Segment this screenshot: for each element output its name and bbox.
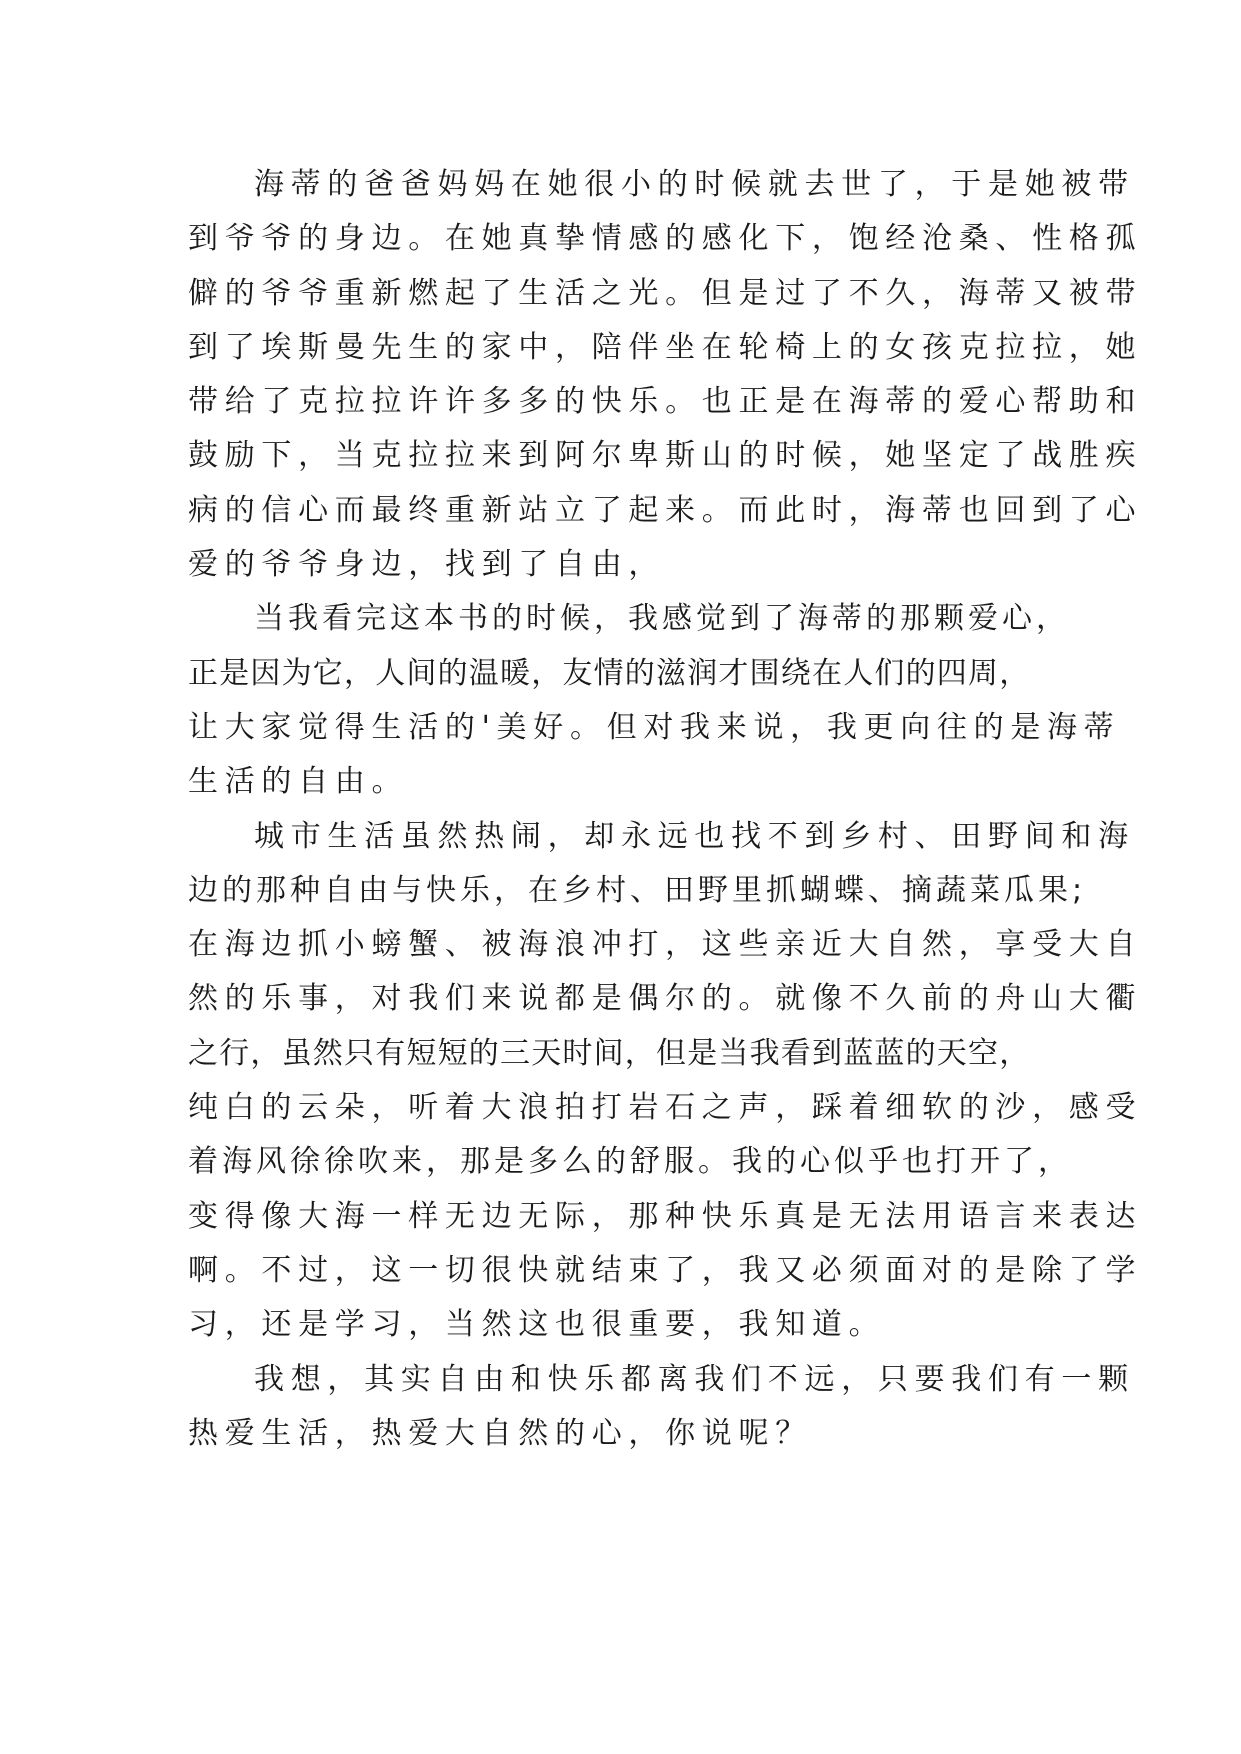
- paragraph-2: [188, 592, 1121, 809]
- paragraph-line: 习，还是学习，当然这也很重要，我知道。: [188, 1307, 886, 1343]
- paragraph-line: 让大家觉得生活的'美好。但对我来说，我更向往的是海蒂: [188, 709, 1121, 745]
- paragraph-line: 病的信心而最终重新站立了起来。而此时，海蒂也回到了心: [188, 492, 1143, 528]
- paragraph-line: 僻的爷爷重新燃起了生活之光。但是过了不久，海蒂又被带: [188, 275, 1143, 311]
- paragraph-line: 然的乐事，对我们来说都是偶尔的。就像不久前的舟山大衢: [188, 981, 1143, 1017]
- paragraph-line: 鼓励下，当克拉拉来到阿尔卑斯山的时候，她坚定了战胜疾: [188, 438, 1143, 474]
- paragraph-3: [188, 810, 1143, 1353]
- paragraph-line: 生活的自由。: [188, 764, 409, 800]
- document-body: [188, 158, 1143, 1461]
- paragraph-line: 带给了克拉拉许许多多的快乐。也正是在海蒂的爱心帮助和: [188, 384, 1143, 420]
- paragraph-line: 之行，虽然只有短短的三天时间，但是当我看到蓝蓝的天空，: [188, 1035, 1031, 1071]
- paragraph-line: 海蒂的爸爸妈妈在她很小的时候就去世了，于是她被带: [254, 167, 1135, 202]
- paragraph-line: 变得像大海一样无边无际，那种快乐真是无法用语言来表达: [188, 1198, 1143, 1234]
- paragraph-line: 城市生活虽然热闹，却永远也找不到乡村、田野间和海: [254, 818, 1135, 854]
- paragraph-4: [188, 1353, 1135, 1462]
- paragraph-line: 啊。不过，这一切很快就结束了，我又必须面对的是除了学: [188, 1252, 1143, 1288]
- paragraph-line: 当我看完这本书的时候，我感觉到了海蒂的那颗爱心，: [254, 601, 1070, 637]
- paragraph-line: 着海风徐徐吹来，那是多么的舒服。我的心似乎也打开了，: [188, 1144, 1072, 1180]
- paragraph-line: 爱的爷爷身边，找到了自由，: [188, 547, 666, 583]
- paragraph-line: 在海边抓小螃蟹、被海浪冲打，这些亲近大自然，享受大自: [188, 927, 1143, 963]
- paragraph-1: [188, 158, 1143, 592]
- paragraph-line: 到了埃斯曼先生的家中，陪伴坐在轮椅上的女孩克拉拉，她: [188, 329, 1143, 365]
- paragraph-line: 我想，其实自由和快乐都离我们不远，只要我们有一颗: [254, 1361, 1135, 1397]
- paragraph-line: 纯白的云朵，听着大浪拍打岩石之声，踩着细软的沙，感受: [188, 1090, 1143, 1126]
- paragraph-line: 正是因为它，人间的温暖，友情的滋润才围绕在人们的四周，: [188, 655, 1031, 691]
- paragraph-line: 热爱生活，热爱大自然的心，你说呢？: [188, 1415, 812, 1451]
- paragraph-line: 边的那种自由与快乐，在乡村、田野里抓蝴蝶、摘蔬菜瓜果;: [188, 872, 1087, 908]
- paragraph-line: 到爷爷的身边。在她真挚情感的感化下，饱经沧桑、性格孤: [188, 221, 1143, 257]
